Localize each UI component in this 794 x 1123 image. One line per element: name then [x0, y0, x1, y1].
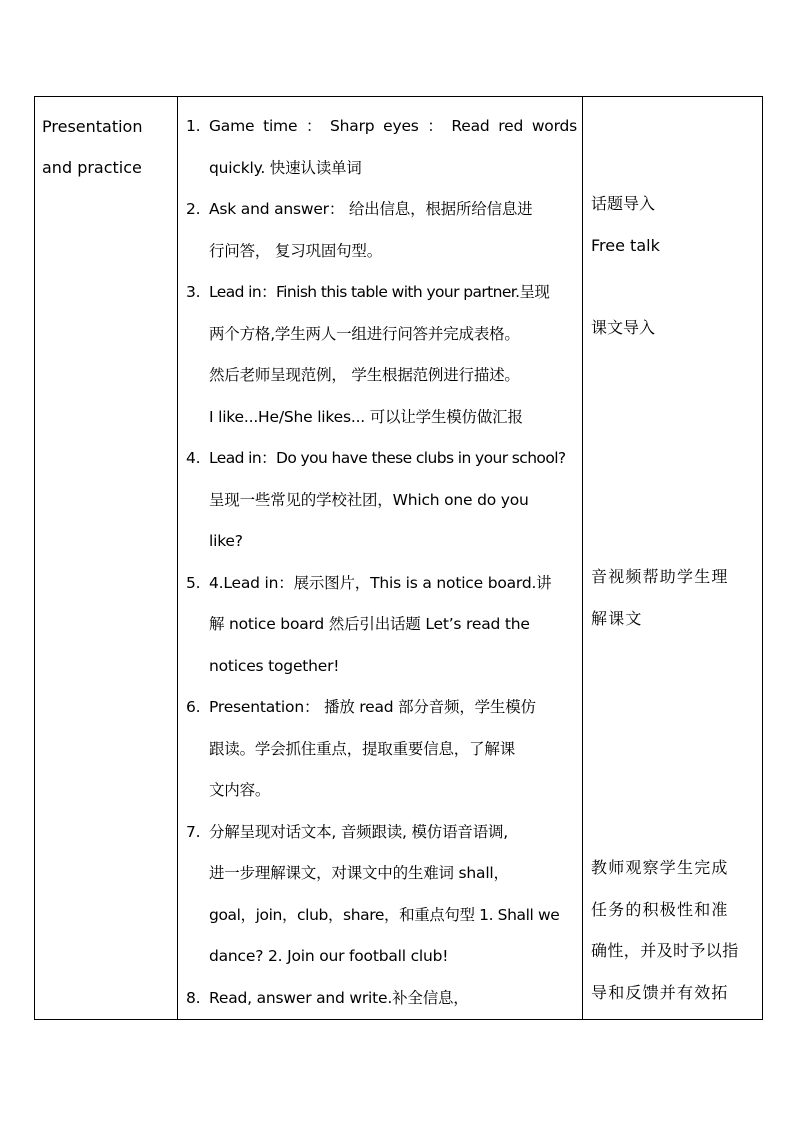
step-line: 呈现一些常见的学校社团，Which one do you	[209, 490, 529, 509]
note-text-intro	[591, 307, 758, 349]
step-number: 1.	[186, 117, 201, 135]
step-line: 解 notice board 然后引出话题 Let’s read the	[209, 615, 530, 633]
note-line: 解课文	[591, 608, 643, 628]
stage-label-line: Presentation	[42, 117, 143, 136]
list-item	[178, 687, 578, 812]
list-item	[178, 189, 578, 272]
list-item	[178, 272, 578, 438]
notes-cell	[583, 97, 763, 1020]
step-line: goal，join，club，share，和重点句型 1. Shall we	[209, 905, 560, 924]
note-line: 确性，并及时予以指	[591, 941, 739, 960]
step-line: like?	[209, 532, 243, 550]
list-item	[178, 978, 578, 1020]
step-line: Ask and answer： 给出信息，根据所给信息进	[209, 200, 533, 218]
step-number: 3.	[186, 283, 201, 301]
activities-cell	[178, 97, 583, 1020]
step-number: 5.	[186, 573, 201, 592]
notes-column	[583, 97, 762, 1019]
activity-steps-list	[178, 97, 582, 1019]
table-row	[35, 97, 763, 1020]
stage-cell	[35, 97, 178, 1020]
step-line: Read, answer and write.补全信息，	[209, 988, 469, 1007]
step-line: dance? 2. Join our football club!	[209, 947, 449, 965]
step-line: 跟读。学会抓住重点，提取重要信息，了解课	[209, 739, 516, 758]
step-line: 行问答， 复习巩固句型。	[209, 241, 383, 260]
step-line: notices together!	[209, 656, 340, 675]
step-line: 4.Lead in：展示图片，This is a notice board.讲	[209, 573, 552, 592]
list-item	[178, 812, 578, 978]
list-item	[178, 106, 578, 189]
step-line: 文内容。	[209, 781, 271, 799]
note-line: 话题导入	[591, 194, 656, 213]
note-line: 教师观察学生完成	[591, 858, 729, 877]
note-line: 音视频帮助学生理	[591, 567, 729, 586]
step-number: 2.	[186, 200, 201, 218]
note-line: 导和反馈并有效拓	[591, 982, 729, 1002]
step-number: 7.	[186, 822, 201, 841]
note-topic-intro	[591, 183, 758, 266]
note-line: 课文导入	[591, 318, 656, 337]
step-line: 两个方格,学生两人一组进行问答并完成表格。	[209, 324, 520, 343]
list-item	[178, 438, 578, 563]
list-item	[178, 563, 578, 688]
step-number: 6.	[186, 698, 201, 716]
lesson-plan-table	[34, 96, 763, 1020]
step-number: 4.	[186, 449, 201, 467]
note-av-help	[591, 556, 758, 639]
stage-label-line: and practice	[42, 158, 142, 177]
step-line: 进一步理解课文，对课文中的生难词 shall，	[209, 864, 509, 882]
step-line: I like...He/She likes... 可以让学生模仿做汇报	[209, 407, 523, 426]
step-line: 分解呈现对话文本, 音频跟读, 模仿语音语调,	[209, 822, 509, 841]
step-number: 8.	[186, 988, 201, 1007]
note-line: Free talk	[591, 235, 660, 255]
note-teacher-observe	[591, 847, 758, 1013]
stage-label	[35, 97, 177, 188]
step-line: Lead in：Finish this table with your partner.呈现	[209, 283, 550, 301]
step-line: quickly. 快速认读单词	[209, 158, 362, 177]
note-line: 任务的积极性和准	[591, 899, 729, 919]
step-line: Lead in：Do you have these clubs in your school?	[209, 449, 566, 467]
step-line: Game time ： Sharp eyes ： Read red words	[209, 117, 578, 135]
step-line: 然后老师呈现范例， 学生根据范例进行描述。	[209, 366, 520, 384]
step-line: Presentation： 播放 read 部分音频，学生模仿	[209, 698, 536, 716]
